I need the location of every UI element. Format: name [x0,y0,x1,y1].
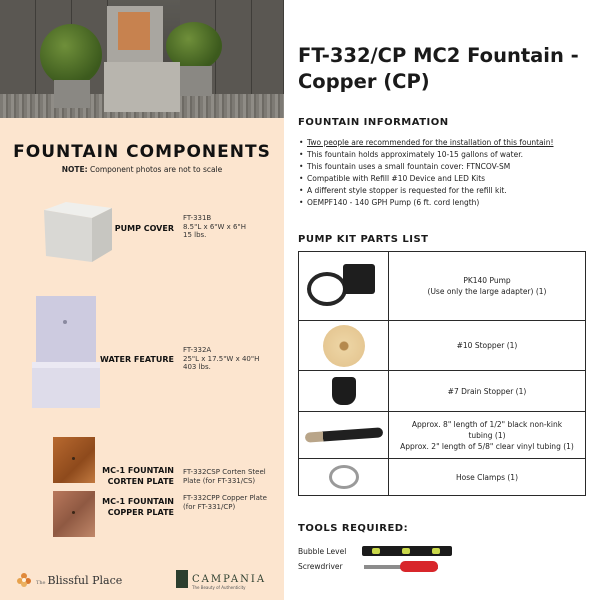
flower-icon [16,572,32,588]
list-item: • This fountain holds approximately 10-15 gallons of water. [298,149,594,161]
copper-plate-image [53,491,95,537]
table-cell: Approx. 8" length of 1/2" black non-kink tubing (1) Approx. 2" length of 5/8" clear vinyl tubing (1) [389,412,586,459]
fountain-info-list [298,137,594,209]
table-row [299,459,586,496]
blissful-place-logo [16,572,122,588]
table-cell: #7 Drain Stopper (1) [389,371,586,412]
drain-stopper-image [299,371,389,412]
water-feature-label: WATER FEATURE [100,355,174,364]
list-item: • Compatible with Refill #10 Device and LED Kits [298,173,594,185]
corten-plate-spec: FT-332CSP Corten Steel Plate (for FT-331/CS) [183,468,266,485]
tool-bubble-level: Bubble Level [298,547,347,556]
table-row [299,252,586,321]
pump-kit-table [298,251,586,496]
pump-cover-label: PUMP COVER [114,224,174,233]
components-note [0,165,284,174]
campania-mark-icon [176,570,188,588]
table-row [299,412,586,459]
pump-kit-heading: PUMP KIT PARTS LIST [298,234,429,245]
pump-image [299,252,389,321]
copper-plate-label: MC-1 FOUNTAIN COPPER PLATE [102,497,174,517]
blissful-place-wordmark: The Blissful Place [36,573,123,587]
copper-plate-spec: FT-332CPP Copper Plate (for FT-331/CP) [183,494,267,511]
components-heading: FOUNTAIN COMPONENTS [13,142,271,162]
tools-heading: TOOLS REQUIRED: [298,523,409,534]
note-text: Component photos are not to scale [90,165,223,174]
corten-plate-label: MC-1 FOUNTAIN CORTEN PLATE [102,466,174,486]
table-cell: #10 Stopper (1) [389,321,586,371]
water-feature-image [32,296,100,408]
tubing-image [299,412,389,459]
table-row [299,371,586,412]
note-label: NOTE: [61,165,88,174]
product-title: FT-332/CP MC2 Fountain - Copper (CP) [298,44,579,93]
hero-fountain-photo [0,0,284,118]
table-cell: Hose Clamps (1) [389,459,586,496]
tool-screwdriver: Screwdriver [298,562,343,571]
screwdriver-handle [400,561,438,572]
table-cell: PK140 Pump (Use only the large adapter) (1) [389,252,586,321]
fountain-info-heading: FOUNTAIN INFORMATION [298,117,449,128]
pump-cover-image [40,202,114,264]
list-item: • Two people are recommended for the installation of this fountain! [298,137,594,149]
list-item: • OEMPF140 - 140 GPH Pump (6 ft. cord length) [298,197,594,209]
campania-tagline: The Beauty of Authenticity [192,585,246,590]
table-row [299,321,586,371]
campania-wordmark: CAMPANIA [192,573,267,585]
bubble-level-icon [362,546,452,556]
pump-cover-spec: FT-331B 8.5"L x 6"W x 6"H 15 lbs. [183,214,246,239]
list-item: • A different style stopper is requested for the refill kit. [298,185,594,197]
corten-plate-image [53,437,95,483]
list-item: • This fountain uses a small fountain cover: FTNCOV-SM [298,161,594,173]
water-feature-spec: FT-332A 25"L x 17.5"W x 40"H 403 lbs. [183,346,260,371]
stopper-10-image [299,321,389,371]
hose-clamp-image [299,459,389,496]
components-panel [0,0,284,600]
campania-logo [176,570,266,588]
